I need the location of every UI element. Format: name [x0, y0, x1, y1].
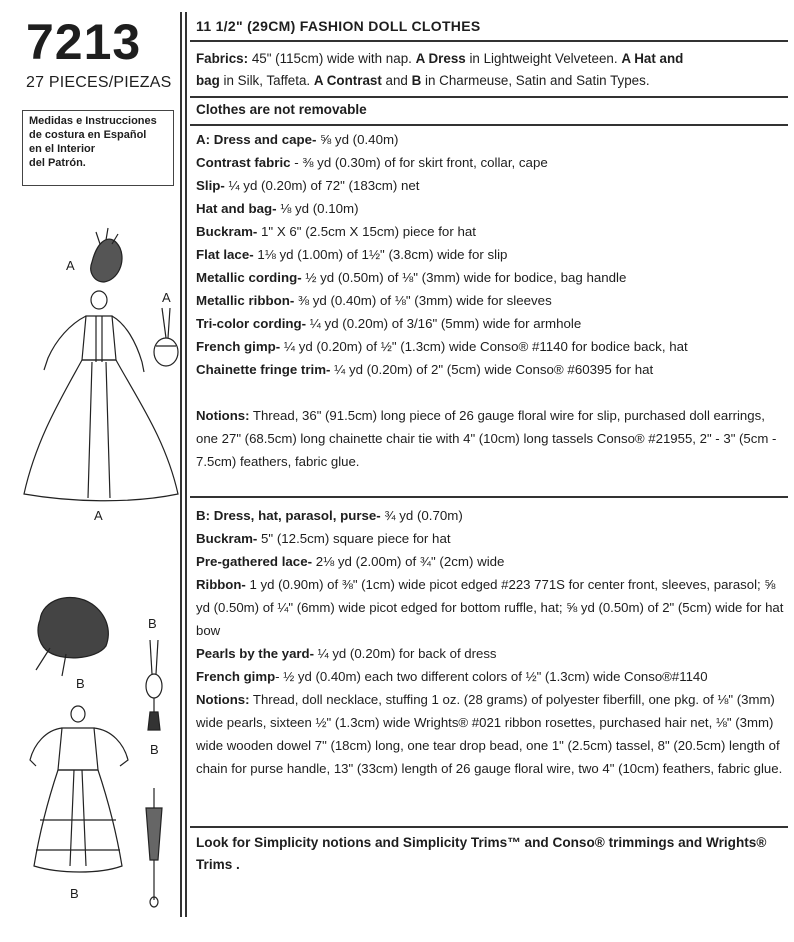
requirement-row	[196, 527, 788, 550]
view-b-notions	[196, 688, 788, 780]
column-divider	[180, 12, 182, 917]
divider	[190, 40, 788, 42]
ribbon-text: 1 yd (0.90m) of ⅜" (1cm) wide picot edged #223 771S for center front, sleeves, parasol; ⅝ yd (0.50m) of ¼" (6mm) wide picot edged for bottom ruffle, hat; ⅝ yd (0.50m) of 2" (5cm) wide for hat bow	[196, 577, 784, 638]
view-b-gimp	[196, 665, 788, 688]
fabrics-view: A Hat and	[621, 51, 684, 66]
notions-text: Thread, doll necklace, stuffing 1 oz. (28 grams) of polyester fiberfill, one pkg. of ⅛" (3mm) wide pearls, sixteen ½" (1.3cm) wide Wrights® #021 ribbon rosettes, purchased hair net, ⅛" (3mm) wide wooden dowel 7" (18cm) long, one tear drop bead, one 1" (2.5cm) tassel, 8" (20.5cm) length of chain for purse handle, 13" (33cm) length of 26 gauge floral wire, two 4" (10cm) feathers, fabric glue.	[196, 692, 783, 776]
requirement-text: 1⅛ yd (1.00m) of 1½" (3.8cm) wide for slip	[253, 247, 508, 262]
spanish-note-line: Medidas e Instrucciones	[29, 115, 157, 127]
requirement-row	[196, 358, 788, 381]
requirement-row	[196, 174, 788, 197]
requirement-row	[196, 504, 788, 527]
requirement-label: Chainette fringe trim-	[196, 362, 331, 377]
requirement-label: Pre-gathered lace-	[196, 554, 313, 569]
notions-text: Thread, 36" (91.5cm) long piece of 26 gauge floral wire for slip, purchased doll earrings, one 27" (68.5cm) long chainette chair tie with 4" (10cm) long tassels Conso® #21955, 2" - 3" (5cm - 7.5cm) feathers, fabric glue.	[196, 408, 777, 469]
requirement-label: B: Dress, hat, parasol, purse-	[196, 508, 381, 523]
requirement-text: 5" (12.5cm) square piece for hat	[257, 531, 451, 546]
requirement-text: ¼ yd (0.20m) of 2" (5cm) wide Conso® #60395 for hat	[330, 362, 654, 377]
pieces-count: 27 PIECES/PIEZAS	[26, 74, 172, 91]
spanish-note-line: del Patrón.	[29, 157, 86, 169]
requirement-text: ⅛ yd (0.10m)	[276, 201, 359, 216]
view-b-ribbon	[196, 573, 788, 642]
requirement-row	[196, 128, 788, 151]
requirement-label: Buckram-	[196, 531, 258, 546]
requirement-row	[196, 151, 788, 174]
requirement-text: ⅝ yd (0.40m)	[316, 132, 399, 147]
view-a-dress-illustration	[24, 291, 178, 501]
figure-label-b-purse: B	[148, 616, 157, 631]
view-b-parasol-illustration	[146, 788, 162, 907]
requirement-row	[196, 266, 788, 289]
left-column	[0, 0, 180, 942]
not-removable-note: Clothes are not removable	[196, 102, 367, 117]
spanish-note-line: de costura en Español	[29, 129, 147, 141]
view-b-hat-illustration	[36, 597, 108, 676]
requirement-row	[196, 550, 788, 573]
fabrics-text: in Lightweight Velveteen.	[465, 51, 622, 66]
figure-label-a-dress: A	[94, 508, 103, 523]
pattern-title: 11 1/2" (29CM) FASHION DOLL CLOTHES	[196, 18, 481, 34]
requirement-label: Tri-color cording-	[196, 316, 307, 331]
divider	[190, 826, 788, 828]
requirement-text: ¾ yd (0.70m)	[380, 508, 463, 523]
garment-illustrations	[0, 0, 180, 942]
figure-label-a-hat: A	[66, 258, 75, 273]
requirement-label: French gimp-	[196, 339, 281, 354]
requirement-row	[196, 220, 788, 243]
pearls-label: Pearls by the yard-	[196, 646, 315, 661]
requirement-label: Metallic cording-	[196, 270, 302, 285]
view-a-requirements	[196, 128, 788, 381]
view-a-notions	[196, 404, 788, 473]
requirement-text: 2⅛ yd (2.00m) of ¾" (2cm) wide	[312, 554, 505, 569]
requirement-row	[196, 243, 788, 266]
requirement-label: Hat and bag-	[196, 201, 277, 216]
figure-label-b-dress: B	[70, 886, 79, 901]
notions-label: Notions:	[196, 692, 250, 707]
fabrics-view: A Dress	[415, 51, 466, 66]
fabrics-line-2	[196, 70, 788, 92]
view-b-pearls	[196, 642, 788, 665]
fabrics-text: and	[381, 73, 412, 88]
requirement-text: ¼ yd (0.20m) of 72" (183cm) net	[224, 178, 420, 193]
fabrics-section	[196, 48, 788, 92]
requirement-text: 1" X 6" (2.5cm X 15cm) piece for hat	[257, 224, 476, 239]
requirement-label: Slip-	[196, 178, 225, 193]
divider	[190, 124, 788, 126]
pearls-text: ¼ yd (0.20m) for back of dress	[314, 646, 497, 661]
figure-label-b-hat: B	[76, 676, 85, 691]
fabrics-view: A Contrast	[313, 73, 382, 88]
requirement-label: Contrast fabric	[196, 155, 291, 170]
fabrics-text: in Silk, Taffeta.	[219, 73, 314, 88]
requirement-text: ½ yd (0.50m) of ⅛" (3mm) wide for bodice, bag handle	[301, 270, 627, 285]
column-divider	[185, 12, 187, 917]
requirement-row	[196, 197, 788, 220]
requirement-text: ¼ yd (0.20m) of 3/16" (5mm) wide for armhole	[306, 316, 582, 331]
footer-note: Look for Simplicity notions and Simplicity Trims™ and Conso® trimmings and Wrights® Trims .	[196, 835, 767, 872]
fabrics-text: in Charmeuse, Satin and Satin Types.	[421, 73, 650, 88]
fabrics-line-1	[196, 48, 788, 70]
requirement-row	[196, 312, 788, 335]
fabrics-view: bag	[196, 73, 220, 88]
fabrics-text: 45" (115cm) wide with nap.	[248, 51, 416, 66]
requirement-label: Metallic ribbon-	[196, 293, 295, 308]
gimp-label: French gimp	[196, 669, 276, 684]
ribbon-label: Ribbon-	[196, 577, 246, 592]
gimp-text: - ½ yd (0.40m) each two different colors of ½" (1.3cm) wide Conso®#1140	[275, 669, 708, 684]
view-b-dress-illustration	[30, 706, 128, 872]
requirement-text: - ⅜ yd (0.30m) of for skirt front, collar, cape	[290, 155, 548, 170]
spanish-note-line: en el Interior	[29, 143, 96, 155]
requirement-text: ⅜ yd (0.40m) of ⅛" (3mm) wide for sleeves	[294, 293, 552, 308]
requirement-label: Buckram-	[196, 224, 258, 239]
requirement-label: Flat lace-	[196, 247, 254, 262]
divider	[190, 96, 788, 98]
fabrics-view: B	[411, 73, 422, 88]
view-a-bag-illustration	[154, 308, 178, 366]
requirement-text: ¼ yd (0.20m) of ½" (1.3cm) wide Conso® #1140 for bodice back, hat	[280, 339, 688, 354]
figure-label-b-tassel: B	[150, 742, 159, 757]
figure-label-a-bag: A	[162, 290, 171, 305]
divider	[190, 496, 788, 498]
fabrics-label: Fabrics:	[196, 51, 249, 66]
view-b-requirements	[196, 504, 788, 573]
view-a-hat-illustration	[91, 228, 122, 282]
view-b-purse-illustration	[146, 640, 162, 730]
notions-label: Notions:	[196, 408, 250, 423]
requirement-row	[196, 289, 788, 312]
pattern-number: 7213	[26, 14, 142, 70]
requirement-label: A: Dress and cape-	[196, 132, 317, 147]
requirement-row	[196, 335, 788, 358]
